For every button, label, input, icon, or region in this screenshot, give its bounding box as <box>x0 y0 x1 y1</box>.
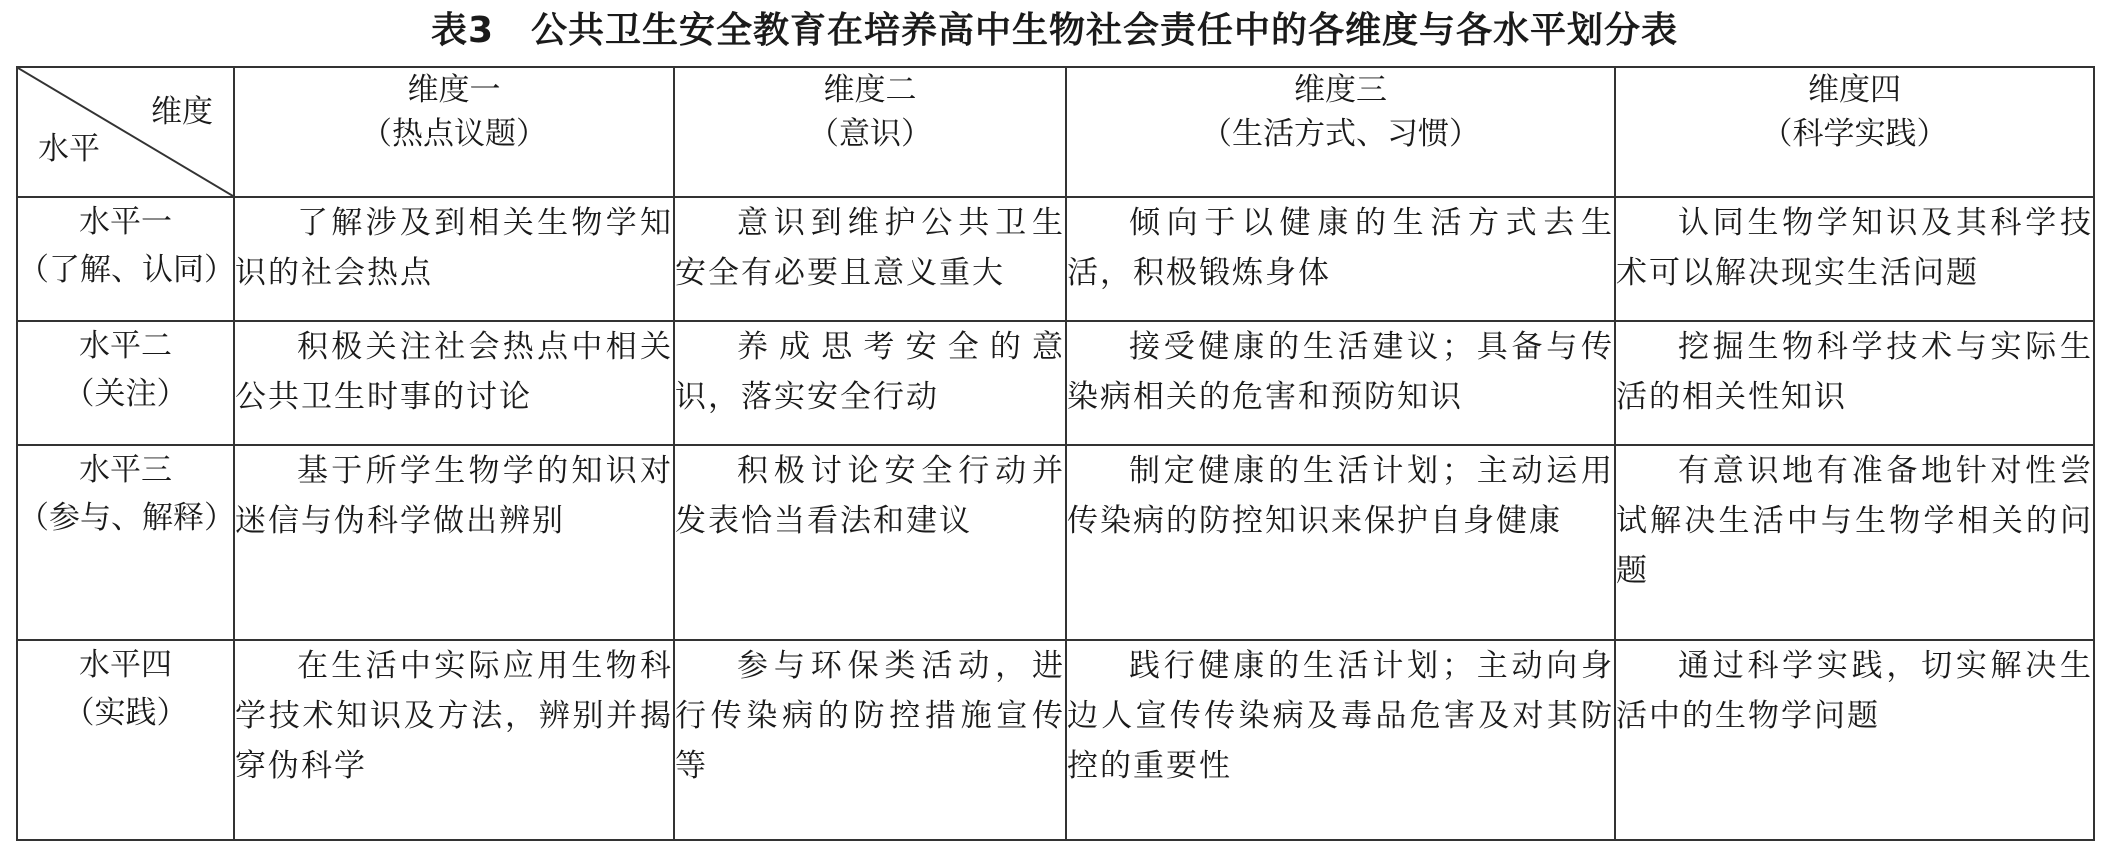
row-header-1 <box>17 197 234 321</box>
corner-cell <box>17 67 234 197</box>
table-cell: 积极关注社会热点中相关公共卫生时事的讨论 <box>234 321 674 445</box>
table-cell: 积极讨论安全行动并发表恰当看法和建议 <box>674 445 1066 640</box>
table-row-level-1 <box>17 197 2094 321</box>
table-cell: 了解涉及到相关生物学知识的社会热点 <box>234 197 674 321</box>
header-row <box>17 67 2094 197</box>
row-header-4 <box>17 640 234 840</box>
corner-label-dimension: 维度 <box>151 94 213 130</box>
table-cell: 接受健康的生活建议；具备与传染病相关的危害和预防知识 <box>1066 321 1615 445</box>
table-cell: 制定健康的生活计划；主动运用传染病的防控知识来保护自身健康 <box>1066 445 1615 640</box>
row-header-3 <box>17 445 234 640</box>
column-name: 维度三 <box>1294 72 1387 108</box>
column-header-4 <box>1615 67 2094 197</box>
table-row-level-4 <box>17 640 2094 840</box>
row-subtitle: （实践） <box>63 695 188 731</box>
dimension-level-table <box>16 66 2095 841</box>
table-row-level-3 <box>17 445 2094 640</box>
column-header-3 <box>1066 67 1615 197</box>
column-subtitle: （生活方式、习惯） <box>1201 116 1480 152</box>
column-name: 维度一 <box>407 72 501 108</box>
column-subtitle: （意识） <box>808 116 932 152</box>
row-subtitle: （关注） <box>63 376 188 412</box>
column-header-1 <box>234 67 674 197</box>
table-cell: 通过科学实践，切实解决生活中的生物学问题 <box>1615 640 2094 840</box>
column-name: 维度二 <box>823 72 917 108</box>
row-subtitle: （了解、认同） <box>18 252 235 288</box>
table-cell: 在生活中实际应用生物科学技术知识及方法，辨别并揭穿伪科学 <box>234 640 674 840</box>
table-cell: 挖掘生物科学技术与实际生活的相关性知识 <box>1615 321 2094 445</box>
column-subtitle: （科学实践） <box>1761 116 1948 152</box>
table-cell: 倾向于以健康的生活方式去生活，积极锻炼身体 <box>1066 197 1615 321</box>
row-name: 水平一 <box>79 204 172 240</box>
table-cell: 养成思考安全的意识，落实安全行动 <box>674 321 1066 445</box>
corner-label-level: 水平 <box>38 131 100 167</box>
table-title: 表3 公共卫生安全教育在培养高中生物社会责任中的各维度与各水平划分表 <box>430 10 1679 51</box>
table-cell: 有意识地有准备地针对性尝试解决生活中与生物学相关的问题 <box>1615 445 2094 640</box>
row-subtitle: （参与、解释） <box>18 500 235 536</box>
table-cell: 践行健康的生活计划；主动向身边人宣传传染病及毒品危害及对其防控的重要性 <box>1066 640 1615 840</box>
column-name: 维度四 <box>1808 72 1901 108</box>
row-name: 水平二 <box>79 328 172 364</box>
table-cell: 认同生物学知识及其科学技术可以解决现实生活问题 <box>1615 197 2094 321</box>
table-cell: 基于所学生物学的知识对迷信与伪科学做出辨别 <box>234 445 674 640</box>
table-cell: 参与环保类活动，进行传染病的防控措施宣传等 <box>674 640 1066 840</box>
row-header-2 <box>17 321 234 445</box>
column-header-2 <box>674 67 1066 197</box>
table-row-level-2 <box>17 321 2094 445</box>
row-name: 水平三 <box>79 452 172 488</box>
row-name: 水平四 <box>79 647 172 683</box>
table-cell: 意识到维护公共卫生安全有必要且意义重大 <box>674 197 1066 321</box>
column-subtitle: （热点议题） <box>361 116 547 152</box>
